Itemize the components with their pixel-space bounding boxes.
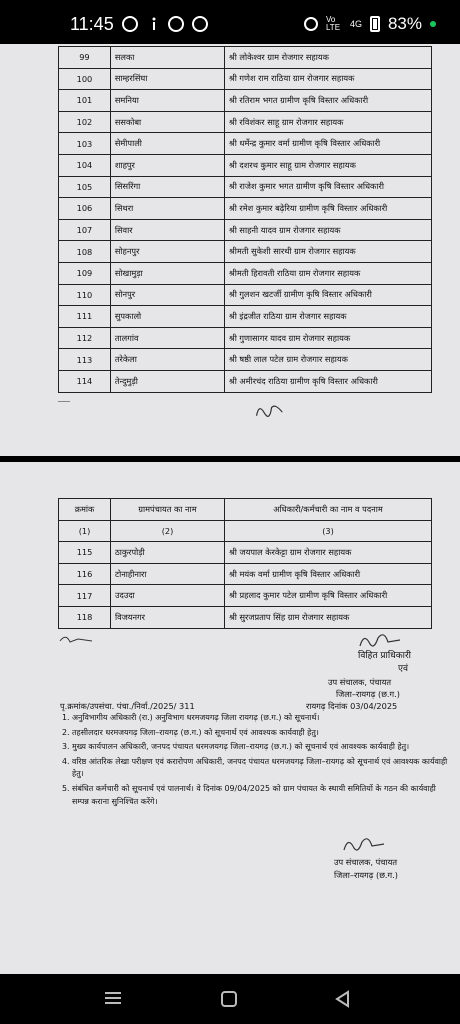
- panchayat-cell: सेमीपाली: [110, 133, 224, 155]
- panchayat-cell: तेन्दुमुड़ी: [110, 370, 224, 392]
- serial-cell: 105: [59, 176, 111, 198]
- table-row: [59, 585, 432, 607]
- col-header-panchayat: ग्रामपंचायत का नाम: [111, 499, 225, 521]
- table-row: [59, 111, 432, 133]
- order-date: रायगढ़ दिनांक 03/04/2025: [306, 701, 398, 711]
- table-row: [59, 262, 432, 284]
- panchayat-cell: समनिया: [110, 90, 224, 112]
- officer-cell: श्री मयंक वर्मा ग्रामीण कृषि विस्तार अधिकारी: [224, 563, 431, 585]
- panchayat-cell: शाहपुर: [110, 154, 224, 176]
- home-button[interactable]: [220, 990, 238, 1013]
- serial-cell: 112: [59, 327, 111, 349]
- authority-and: एवं: [398, 664, 408, 674]
- recents-button[interactable]: [104, 990, 122, 1011]
- table-row: [59, 154, 432, 176]
- panchayat-cell: तालगांव: [110, 327, 224, 349]
- panchayat-table-2: [58, 498, 432, 629]
- serial-cell: 113: [59, 349, 111, 371]
- network-label: 4G: [349, 19, 362, 29]
- chrome-icon: [168, 16, 184, 32]
- distribution-list: [58, 712, 450, 810]
- officer-cell: श्री सुरजप्रताप सिंह ग्राम रोजगार सहायक: [224, 606, 431, 628]
- panchayat-cell: उदउदा: [111, 585, 225, 607]
- navigation-bar: [0, 976, 460, 1024]
- officer-cell: श्री रतिराम भगत ग्रामीण कृषि विस्तार अधिकारी: [224, 90, 431, 112]
- table-row: [59, 68, 432, 90]
- table-row: [59, 606, 432, 628]
- serial-cell: 118: [59, 606, 111, 628]
- col-subheader: (1): [59, 520, 111, 542]
- volte-label: Vo LTE: [325, 15, 341, 32]
- serial-cell: 99: [59, 47, 111, 69]
- distribution-item: 4. वरिष्ठ आंतरिक लेखा परीक्षण एवं करारोपण अधिकारी, जनपद पंचायत धरमजयगढ़ जिला–रायगढ़ को सूचनार्थ एवं आवश्यक कार्यवाही हेतु।: [72, 756, 450, 781]
- distribution-item: 2. तहसीलदार धरमजयगढ़ जिला–रायगढ़ (छ.ग.) को सूचनार्थ एवं आवश्यक कार्यवाही हेतु।: [72, 727, 450, 740]
- initials-mark: [58, 632, 94, 651]
- status-right: [304, 14, 436, 34]
- back-button[interactable]: [334, 990, 350, 1013]
- document-page-2: [0, 462, 460, 974]
- authority-title: विहित प्राधिकारी: [358, 651, 412, 661]
- signature-mark: [253, 398, 286, 424]
- table-row: [59, 542, 432, 564]
- officer-cell: श्री गुणासागर यादव ग्राम रोजगार सहायक: [224, 327, 431, 349]
- battery-icon: [370, 16, 380, 32]
- table-header-row: [59, 499, 432, 521]
- panchayat-cell: सोखामुड़ा: [110, 262, 224, 284]
- serial-cell: 114: [59, 370, 111, 392]
- panchayat-cell: सिथरा: [110, 198, 224, 220]
- officer-cell: श्री साहनी यादव ग्राम रोजगार सहायक: [224, 219, 431, 241]
- table-body: [59, 542, 432, 628]
- panchayat-cell: सोनपुर: [110, 284, 224, 306]
- officer-cell: श्रीमती हिरावती राठिया ग्राम रोजगार सहायक: [224, 262, 431, 284]
- officer-cell: श्री राजेश कुमार भगत ग्रामीण कृषि विस्तार अधिकारी: [224, 176, 431, 198]
- panchayat-cell: सलका: [110, 47, 224, 69]
- panchayat-cell: ठाकुरपोड़ी: [111, 542, 225, 564]
- officer-cell: श्री रमेश कुमार बढ़ेरिया ग्रामीण कृषि विस्तार अधिकारी: [224, 198, 431, 220]
- officer-cell: श्री रविशंकर साहू ग्राम रोजगार सहायक: [224, 111, 431, 133]
- panchayat-cell: सिवार: [110, 219, 224, 241]
- table-row: [59, 90, 432, 112]
- serial-cell: 106: [59, 198, 111, 220]
- table-row: [59, 198, 432, 220]
- battery-percent: 83%: [387, 14, 422, 33]
- table-row: [59, 349, 432, 371]
- footer-designation: उप संचालक, पंचायत: [334, 857, 398, 867]
- serial-cell: 107: [59, 219, 111, 241]
- margin-mark: [58, 401, 70, 402]
- table-row: [59, 47, 432, 69]
- table-row: [59, 563, 432, 585]
- clock: 11:45: [70, 14, 114, 34]
- table-row: [59, 306, 432, 328]
- serial-cell: 109: [59, 262, 111, 284]
- table-row: [59, 241, 432, 263]
- panchayat-cell: साम्हरसिंघा: [110, 68, 224, 90]
- table-subheader-row: [59, 520, 432, 542]
- serial-cell: 101: [59, 90, 111, 112]
- distribution-item: 3. मुख्य कार्यपालन अधिकारी, जनपद पंचायत धरमजयगढ़ जिला–रायगढ़ (छ.ग.) को सूचनार्थ एवं आवश्यक कार्यवाही हेतु।: [72, 741, 450, 754]
- panchayat-cell: सोहनपुर: [110, 241, 224, 263]
- serial-cell: 111: [59, 306, 111, 328]
- serial-cell: 103: [59, 133, 111, 155]
- officer-cell: श्री दशरथ कुमार साहू ग्राम रोजगार सहायक: [224, 154, 431, 176]
- whatsapp-icon: [192, 16, 208, 32]
- table-row: [59, 133, 432, 155]
- table-row: [59, 370, 432, 392]
- officer-cell: श्री षष्ठी लाल पटेल ग्राम रोजगार सहायक: [224, 349, 431, 371]
- alarm-icon: [304, 17, 318, 31]
- serial-cell: 110: [59, 284, 111, 306]
- table-row: [59, 219, 432, 241]
- whatsapp-icon: [122, 16, 138, 32]
- col-subheader: (2): [111, 520, 225, 542]
- table-row: [59, 284, 432, 306]
- serial-cell: 117: [59, 585, 111, 607]
- officer-cell: श्री लोकेश्वर ग्राम रोजगार सहायक: [224, 47, 431, 69]
- panchayat-table-1: [58, 46, 432, 393]
- officer-cell: श्री इंद्रजीत राठिया ग्राम रोजगार सहायक: [224, 306, 431, 328]
- table-row: [59, 327, 432, 349]
- officer-cell: श्री प्रहलाद कुमार पटेल ग्रामीण कृषि विस्तार अधिकारी: [224, 585, 431, 607]
- panchayat-cell: ससकोबा: [110, 111, 224, 133]
- document-page-1: [0, 44, 460, 456]
- panchayat-cell: सुपकालो: [110, 306, 224, 328]
- col-header-officer: अधिकारी/कर्मचारी का नाम व पदनाम: [224, 499, 431, 521]
- serial-cell: 102: [59, 111, 111, 133]
- serial-cell: 108: [59, 241, 111, 263]
- privacy-dot-icon: [430, 21, 436, 27]
- distribution-item: 5. संबंधित कर्मचारी को सूचनार्थ एवं पालनार्थ। वे दिनांक 09/04/2025 को ग्राम पंचायत के स्थायी समितियों के गठन की कार्यवाही सम्पन्न कराना सुनिश्चित करेंगे।: [72, 783, 450, 808]
- panchayat-cell: विजयनगर: [111, 606, 225, 628]
- footer-district: जिला–रायगढ़ (छ.ग.): [334, 870, 398, 880]
- authority-district: जिला–रायगढ़ (छ.ग.): [336, 689, 400, 699]
- panchayat-cell: तरेकेला: [110, 349, 224, 371]
- authority-designation: उप संचालक, पंचायत: [328, 677, 392, 687]
- officer-cell: श्री जयपाल केरकेट्टा ग्राम रोजगार सहायक: [224, 542, 431, 564]
- serial-cell: 115: [59, 542, 111, 564]
- officer-cell: श्री गुलशन खटर्जी ग्रामीण कृषि विस्तार अधिकारी: [224, 284, 431, 306]
- info-icon: [146, 16, 162, 32]
- reference-number: पृ.क्रमांक/उपसंचा. पंचा./निर्वा./2025/ 311: [60, 701, 195, 711]
- serial-cell: 104: [59, 154, 111, 176]
- panchayat-cell: टोनाहीनारा: [111, 563, 225, 585]
- officer-cell: श्रीमती सुकेशी सारथी ग्राम रोजगार सहायक: [224, 241, 431, 263]
- col-header-serial: क्रमांक: [59, 499, 111, 521]
- distribution-item: 1. अनुविभागीय अधिकारी (रा.) अनुविभाग धरमजयगढ़ जिला रायगढ़ (छ.ग.) को सूचनार्थ।: [72, 712, 450, 725]
- officer-cell: श्री गणेश राम राठिया ग्राम रोजगार सहायक: [224, 68, 431, 90]
- officer-cell: श्री धर्मेन्द्र कुमार वर्मा ग्रामीण कृषि विस्तार अधिकारी: [224, 133, 431, 155]
- serial-cell: 100: [59, 68, 111, 90]
- table-body: [59, 47, 432, 393]
- serial-cell: 116: [59, 563, 111, 585]
- table-row: [59, 176, 432, 198]
- panchayat-cell: सिसरिंगा: [110, 176, 224, 198]
- col-subheader: (3): [224, 520, 431, 542]
- officer-cell: श्री अमीरचंद राठिया ग्रामीण कृषि विस्तार अधिकारी: [224, 370, 431, 392]
